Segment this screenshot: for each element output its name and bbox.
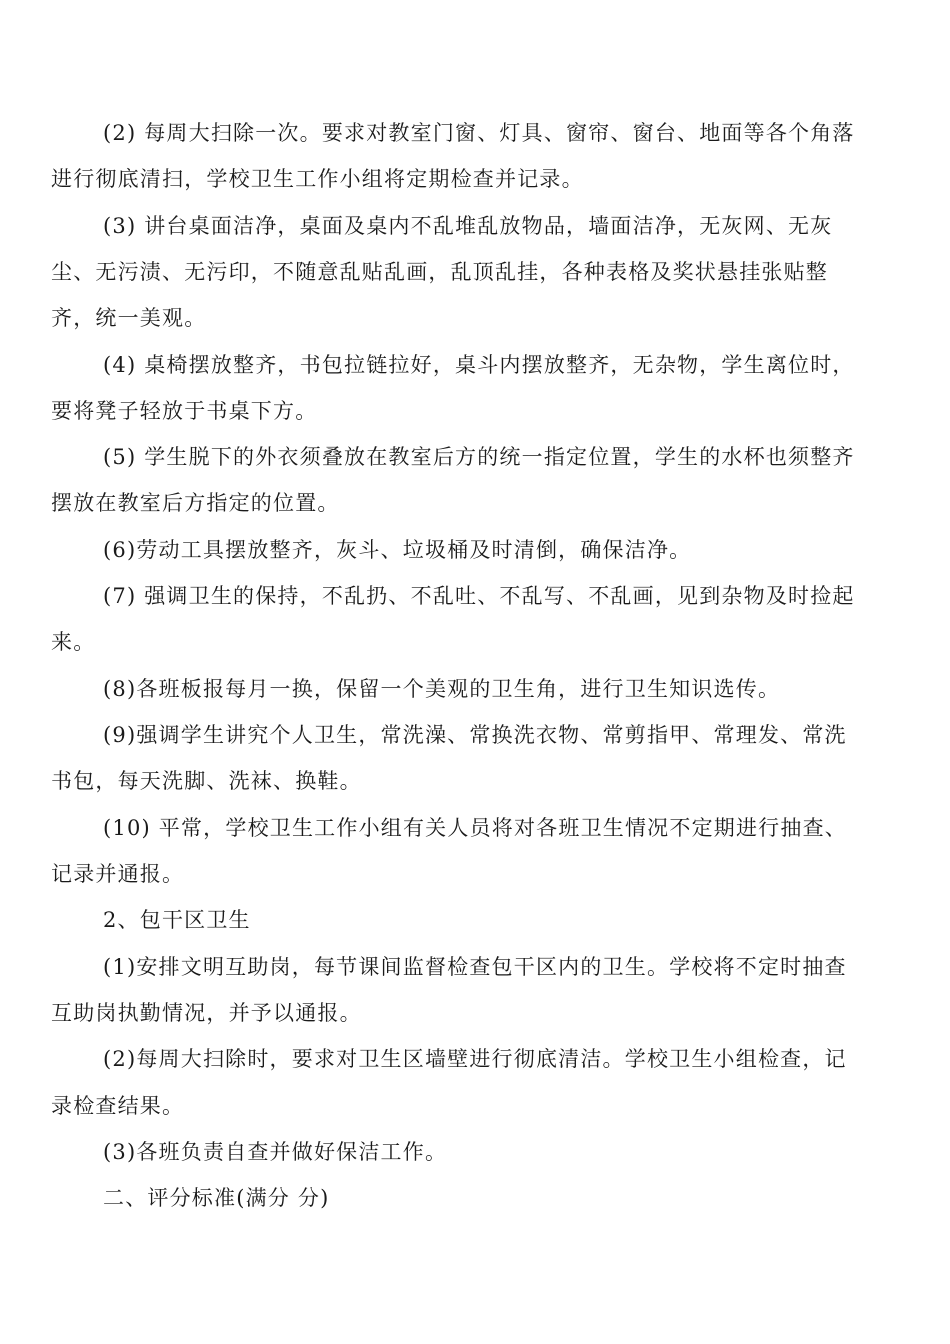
paragraph-2-line-3: 齐，统一美观。 bbox=[51, 306, 207, 330]
paragraph-6-line-2: 来。 bbox=[51, 630, 96, 654]
paragraph-3-line-1: (4) 桌椅摆放整齐，书包拉链拉好，桌斗内摆放整齐，无杂物，学生离位时， bbox=[103, 353, 855, 377]
paragraph-1-line-1: (2) 每周大扫除一次。要求对教室门窗、灯具、窗帘、窗台、地面等各个角落 bbox=[103, 121, 855, 145]
paragraph-4-line-2: 摆放在教室后方指定的位置。 bbox=[51, 491, 340, 515]
paragraph-8-line-2: 书包，每天洗脚、洗袜、换鞋。 bbox=[51, 769, 362, 793]
paragraph-11-line-1: (1)安排文明互助岗，每节课间监督检查包干区内的卫生。学校将不定时抽查 bbox=[103, 955, 847, 979]
paragraph-12-line-1: (2)每周大扫除时，要求对卫生区墙壁进行彻底清洁。学校卫生小组检查，记 bbox=[103, 1047, 847, 1071]
paragraph-13-line-1: (3)各班负责自查并做好保洁工作。 bbox=[103, 1140, 448, 1164]
section-heading-2: 2、包干区卫生 bbox=[103, 908, 251, 932]
paragraph-2-line-1: (3) 讲台桌面洁净，桌面及桌内不乱堆乱放物品，墙面洁净，无灰网、无灰 bbox=[103, 214, 833, 238]
paragraph-8-line-1: (9)强调学生讲究个人卫生，常洗澡、常换洗衣物、常剪指甲、常理发、常洗 bbox=[103, 723, 847, 747]
paragraph-12-line-2: 录检查结果。 bbox=[51, 1094, 185, 1118]
paragraph-9-line-2: 记录并通报。 bbox=[51, 862, 185, 886]
paragraph-1-line-2: 进行彻底清扫，学校卫生工作小组将定期检查并记录。 bbox=[51, 167, 584, 191]
section-heading-scoring: 二、评分标准(满分 分) bbox=[103, 1186, 330, 1210]
paragraph-11-line-2: 互助岗执勤情况，并予以通报。 bbox=[51, 1001, 362, 1025]
paragraph-6-line-1: (7) 强调卫生的保持，不乱扔、不乱吐、不乱写、不乱画，见到杂物及时捡起 bbox=[103, 584, 855, 608]
paragraph-2-line-2: 尘、无污渍、无污印，不随意乱贴乱画，乱顶乱挂，各种表格及奖状悬挂张贴整 bbox=[51, 260, 828, 284]
paragraph-5-line-1: (6)劳动工具摆放整齐，灰斗、垃圾桶及时清倒，确保洁净。 bbox=[103, 538, 692, 562]
paragraph-9-line-1: (10) 平常，学校卫生工作小组有关人员将对各班卫生情况不定期进行抽查、 bbox=[103, 816, 847, 840]
paragraph-3-line-2: 要将凳子轻放于书桌下方。 bbox=[51, 399, 318, 423]
paragraph-4-line-1: (5) 学生脱下的外衣须叠放在教室后方的统一指定位置，学生的水杯也须整齐 bbox=[103, 445, 855, 469]
paragraph-7-line-1: (8)各班板报每月一换，保留一个美观的卫生角，进行卫生知识选传。 bbox=[103, 677, 781, 701]
